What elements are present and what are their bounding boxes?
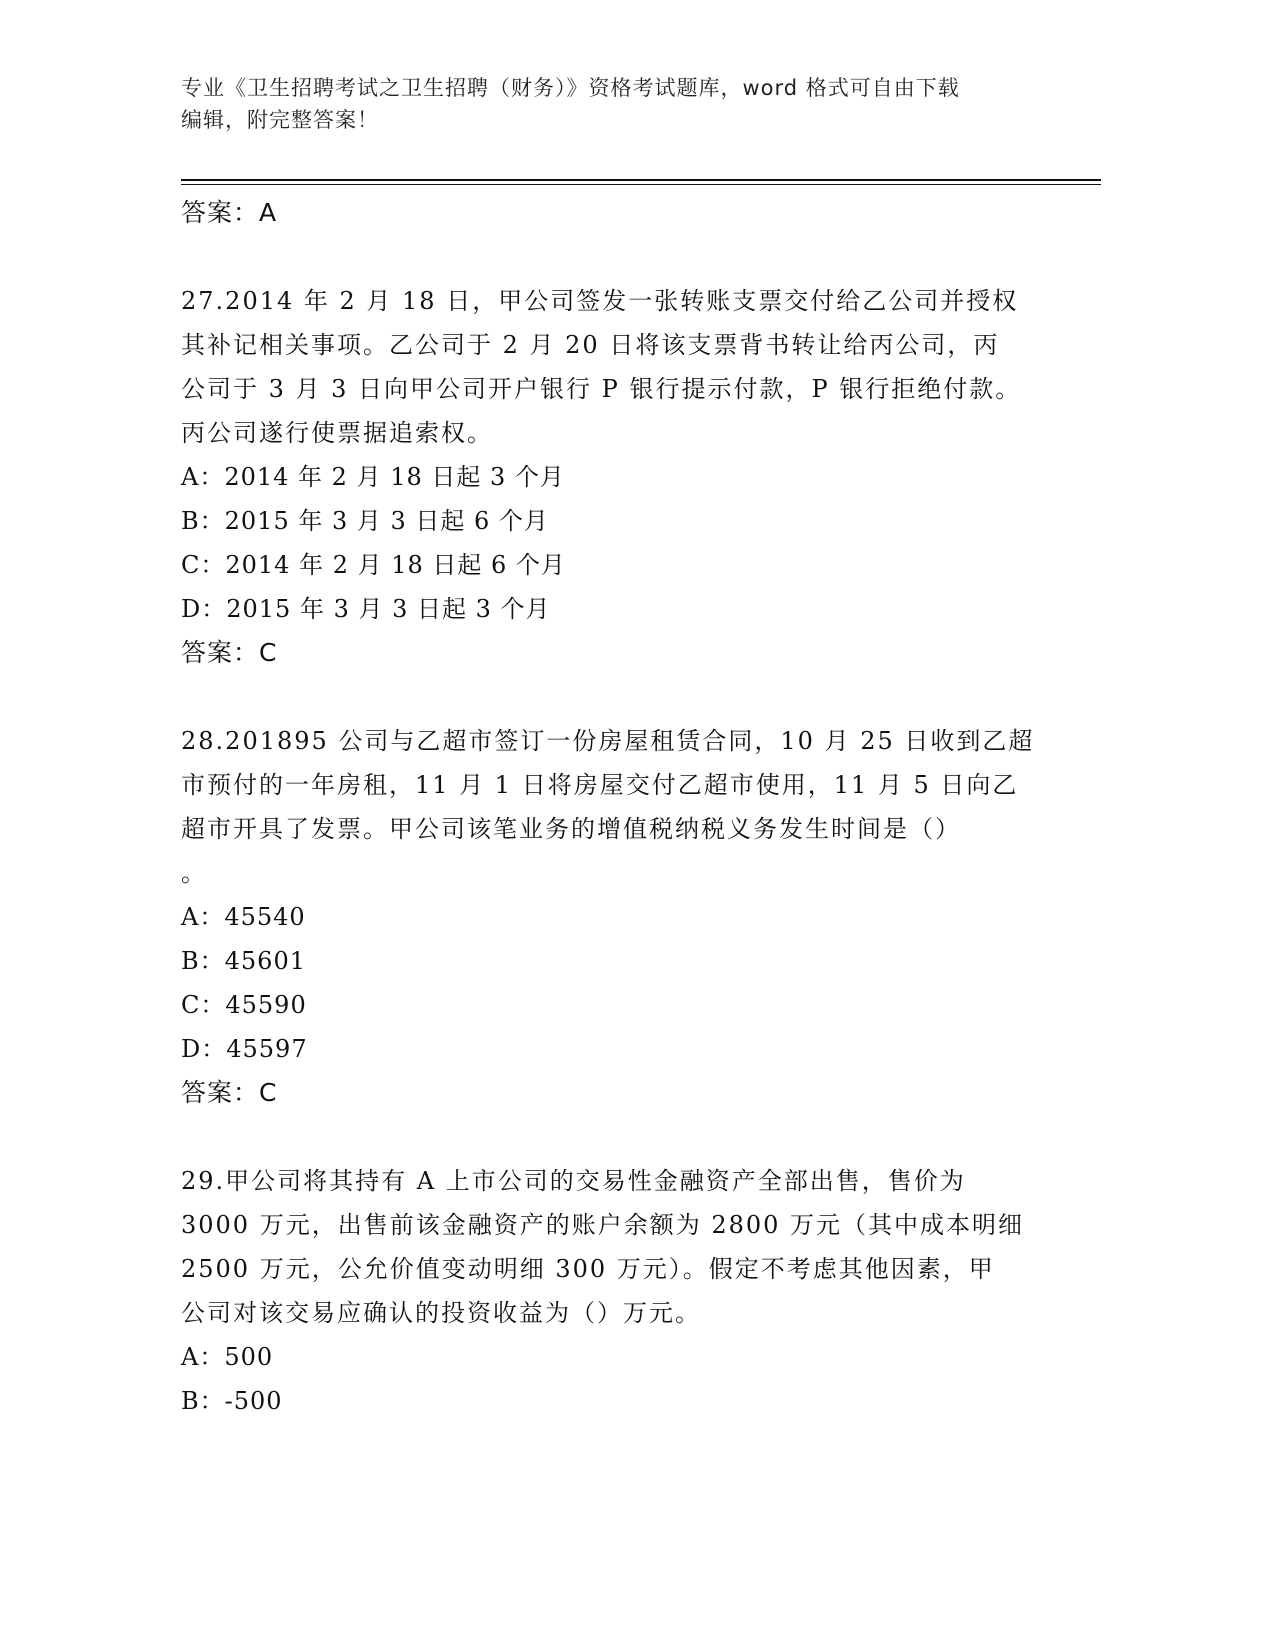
- option-b: B：2015 年 3 月 3 日起 6 个月: [181, 507, 549, 535]
- option-a: A：500: [181, 1343, 274, 1371]
- spacer: [181, 675, 1081, 719]
- answer: 答案：C: [181, 1078, 278, 1107]
- question-line: 28.201895 公司与乙超市签订一份房屋租赁合同，10 月 25 日收到乙超: [181, 727, 1035, 755]
- question-line: 2500 万元，公允价值变动明细 300 万元）。假定不考虑其他因素，甲: [181, 1255, 995, 1283]
- option-b: B：45601: [181, 947, 306, 975]
- question-line: 丙公司遂行使票据追索权。: [181, 419, 493, 447]
- question-line: 超市开具了发票。甲公司该笔业务的增值税纳税义务发生时间是（）: [181, 815, 961, 843]
- option-c: C：2014 年 2 月 18 日起 6 个月: [181, 551, 566, 579]
- document-body: [181, 191, 1081, 1423]
- document-header: [181, 72, 1101, 136]
- option-d: D：2015 年 3 月 3 日起 3 个月: [181, 595, 551, 623]
- option-a: A：2014 年 2 月 18 日起 3 个月: [181, 463, 565, 491]
- spacer: [181, 1115, 1081, 1159]
- question-line: 27.2014 年 2 月 18 日，甲公司签发一张转账支票交付给乙公司并授权: [181, 287, 1019, 315]
- header-divider-thick: [181, 179, 1101, 181]
- option-c: C：45590: [181, 991, 307, 1019]
- option-d: D：45597: [181, 1035, 308, 1063]
- header-line-1: 专业《卫生招聘考试之卫生招聘（财务）》资格考试题库，word 格式可自由下载: [181, 76, 960, 100]
- question-line: 公司于 3 月 3 日向甲公司开户银行 P 银行提示付款，P 银行拒绝付款。: [181, 375, 1022, 403]
- previous-answer: 答案：A: [181, 198, 278, 227]
- question-line: 。: [181, 859, 207, 887]
- question-27: [181, 279, 1081, 675]
- question-line: 29.甲公司将其持有 A 上市公司的交易性金融资产全部出售，售价为: [181, 1167, 966, 1195]
- question-29: [181, 1159, 1081, 1423]
- question-line: 其补记相关事项。乙公司于 2 月 20 日将该支票背书转让给丙公司，丙: [181, 331, 1000, 359]
- spacer: [181, 235, 1081, 279]
- answer: 答案：C: [181, 638, 278, 667]
- header-divider-thin: [181, 184, 1101, 185]
- option-a: A：45540: [181, 903, 306, 931]
- question-line: 3000 万元，出售前该金融资产的账户余额为 2800 万元（其中成本明细: [181, 1211, 1025, 1239]
- question-line: 公司对该交易应确认的投资收益为（）万元。: [181, 1299, 701, 1327]
- question-28: [181, 719, 1081, 1115]
- option-b: B：-500: [181, 1387, 283, 1415]
- question-line: 市预付的一年房租，11 月 1 日将房屋交付乙超市使用，11 月 5 日向乙: [181, 771, 1019, 799]
- header-line-2: 编辑，附完整答案！: [181, 108, 379, 132]
